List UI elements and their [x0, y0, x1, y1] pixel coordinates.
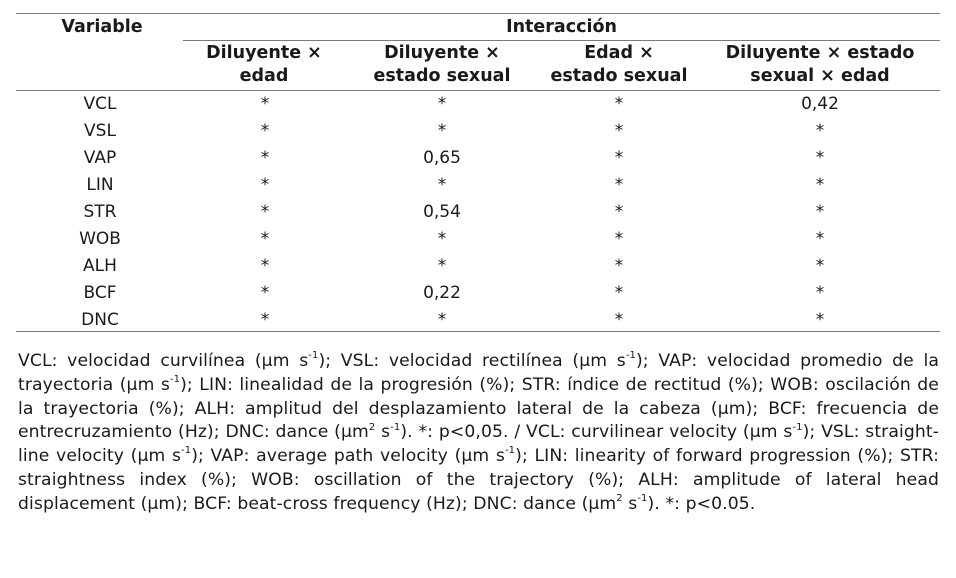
row-label: STR: [83, 202, 117, 222]
table-cell: 0,65: [423, 148, 461, 168]
table-cell: *: [614, 283, 624, 303]
table-cell: *: [614, 148, 624, 168]
table-top-rule: [16, 13, 940, 14]
table-cell: *: [437, 94, 447, 114]
row-label: LIN: [86, 175, 114, 195]
row-label: WOB: [79, 229, 121, 249]
table-cell: *: [815, 310, 825, 330]
table-cell: *: [260, 175, 270, 195]
column-header: Diluyente × estado sexual × edad: [725, 43, 915, 86]
table-cell: *: [437, 175, 447, 195]
table-cell: *: [260, 94, 270, 114]
table-cell: *: [614, 256, 624, 276]
table-cell: 0,54: [423, 202, 461, 222]
row-label: VAP: [83, 148, 117, 168]
row-label: VCL: [83, 94, 117, 114]
header-bottom-rule: [16, 90, 940, 91]
row-label: DNC: [81, 310, 119, 330]
table-cell: *: [260, 229, 270, 249]
column-header: Diluyente × edad: [206, 43, 322, 86]
table-cell: *: [614, 121, 624, 141]
table-cell: *: [437, 310, 447, 330]
header-interaccion: Interacción: [506, 17, 617, 37]
header-sub-rule: [183, 40, 940, 41]
table-cell: *: [815, 229, 825, 249]
table-cell: *: [815, 121, 825, 141]
table-cell: *: [260, 121, 270, 141]
table-cell: *: [614, 229, 624, 249]
table-cell: *: [260, 202, 270, 222]
table-cell: *: [815, 283, 825, 303]
table-cell: *: [260, 256, 270, 276]
table-cell: *: [437, 121, 447, 141]
table-cell: *: [614, 94, 624, 114]
table-bottom-rule: [16, 331, 940, 332]
table-cell: *: [437, 229, 447, 249]
table-cell: *: [815, 175, 825, 195]
table-cell: *: [614, 310, 624, 330]
table-footnote: VCL: velocidad curvilínea (µm $s^{-1}$); VSL: velocidad rectilínea (µm $s^{-1}$); VAP: velocidad promedio de la trayectoria (µm $s^{-1}$); LIN: linealidad de la progresión (%); STR: índice de rectitud (%); WOB: oscilación de la trayectoria (%); ALH: amplitud del desplazamiento lateral de la cabeza (µm); BCF: frecuencia de entrecruzamiento (Hz); DNC: dance (µm$^2$ $s^{-1}$). *: p<0,05. / VCL: curvilinear velocity (µm $s^{-1}$); VSL: straight-line velocity (µm $s^{-1}$); VAP: average path velocity (µm $s^{-1}$); LIN: linearity of forward progression (%); STR: straightness index (%); WOB: oscillation of the trajectory (%); ALH: amplitude of lateral head displacement (µm); BCF: beat-cross frequency (Hz); DNC: dance (µm$^2$ $s^{-1}$). *: p<0.05.: [18, 350, 940, 514]
row-label: VSL: [84, 121, 116, 141]
column-header: Diluyente × estado sexual: [373, 43, 511, 86]
table-cell: *: [614, 175, 624, 195]
table-cell: *: [260, 310, 270, 330]
table-cell: 0,42: [801, 94, 839, 114]
table-cell: *: [614, 202, 624, 222]
table-cell: *: [260, 283, 270, 303]
row-label: ALH: [83, 256, 117, 276]
table-cell: 0,22: [423, 283, 461, 303]
column-header: Edad × estado sexual: [550, 43, 688, 86]
table-cell: *: [815, 148, 825, 168]
table-cell: *: [437, 256, 447, 276]
table-cell: *: [815, 202, 825, 222]
header-variable: Variable: [61, 17, 143, 37]
table-cell: *: [815, 256, 825, 276]
row-label: BCF: [83, 283, 117, 303]
table-cell: *: [260, 148, 270, 168]
